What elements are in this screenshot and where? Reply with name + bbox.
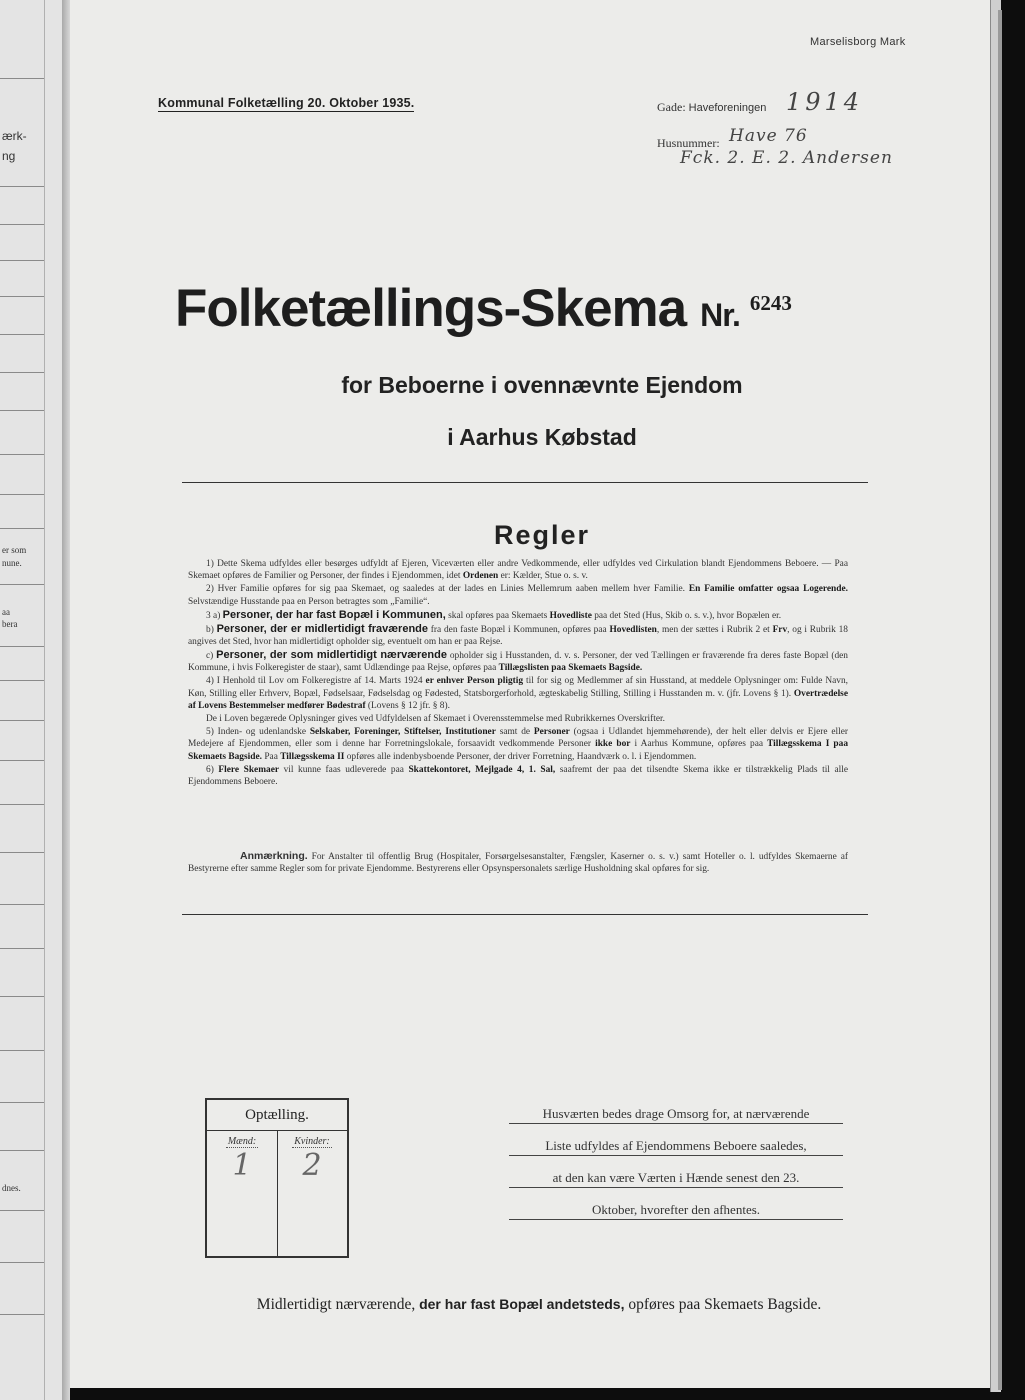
rule-3c: c) Personer, der som midlertidigt nærværende opholder sig i Husstanden, d. v. s. Personer, der ved Tællingen er fraværende fra deres faste Bopæl (den Kommune, i hvis Folkeregister de staar), samt Udlændinge paa Rejse, opføres paa Tillægslisten paa Skemaets Bagside. [188, 648, 848, 674]
left-page-line [0, 1262, 44, 1263]
left-page-line [0, 646, 44, 647]
left-page-fragment: dnes. [2, 1183, 21, 1193]
left-page-line [0, 494, 44, 495]
left-page-line [0, 454, 44, 455]
notice-line: Liste udfyldes af Ejendommens Beboere saaledes, [509, 1138, 843, 1156]
left-page-line [0, 224, 44, 225]
street-field [657, 100, 766, 115]
notice-line: Oktober, hvorefter den afhentes. [509, 1202, 843, 1220]
footer-note: Midlertidigt nærværende, der har fast Bopæl andetsteds, opføres paa Skemaets Bagside. [256, 1296, 822, 1313]
left-page-line [0, 1102, 44, 1103]
rules-heading: Regler [493, 520, 591, 550]
page-edge-shadow [998, 10, 1002, 1390]
left-page-line [0, 1314, 44, 1315]
rule-5: 5) Inden- og udenlandske Selskaber, Foreninger, Stiftelser, Institutioner samt de Personer (ogsaa i Udlandet hjemmehørende), der helt eller delvis er Ejere eller Medejere af Ejendommen, eller som i denne har Forretningslokale, forsaavidt vedkommende Personer ikke bor i Aarhus Kommune, opføres paa Tillægsskema I paa Skemaets Bagside. Paa Tillægsskema II opføres alle indenbysboende Personer, der driver Forretning, Haandværk o. l. i Ejendommen. [188, 726, 849, 762]
rule-4-note: De i Loven begærede Oplysninger gives ved Udfyldelsen af Skemaet i Overensstemmelse med Rubrikkernes Overskrifter. [206, 713, 665, 724]
district-label: Marselisborg Mark [810, 36, 906, 48]
remark-paragraph [188, 850, 848, 876]
form-title [175, 278, 792, 339]
left-page-line [0, 948, 44, 949]
remark-label: Anmærkning. [240, 850, 308, 862]
rule-4: 4) I Henhold til Lov om Folkeregistre af 14. Marts 1924 er enhver Person pligtig til for sig og Medlemmer af sin Husstand, at meddele Oplysninger om: Fulde Navn, Køn, Stilling eller Erhverv, Bopæl, Fødselsaar, Fødselsdag og Fødested, Statsborgerforhold, ægteskabelig Stilling, Stilling i Husstanden m. v. (jfr. Lovens § 1). Overtrædelse af Lovens Bestemmelser medfører Bødestraf (Lovens § 12 jfr. § 8). [188, 676, 848, 711]
count-women-label: Kvinder: [294, 1136, 330, 1147]
form-subtitle-1: for Beboerne i ovennævnte Ejendom [341, 372, 743, 398]
rule-3b: b) Personer, der er midlertidigt fraværende fra den faste Bopæl i Kommunen, opføres paa Hovedlisten, men der sættes i Rubrik 2 et Frv, og i Rubrik 18 angives det Sted, hvor han midlertidigt opholder sig, eventuelt om han er paa Rejse. [188, 622, 848, 647]
count-box-title: Optælling. [207, 1100, 347, 1131]
left-page-fragment: bera [2, 619, 18, 629]
street-label: Gade: [657, 100, 686, 114]
divider [182, 914, 868, 915]
left-page-rule [44, 0, 45, 1400]
left-page-line [0, 584, 44, 585]
left-page-line [0, 372, 44, 373]
census-form-page [70, 0, 990, 1388]
left-page-line [0, 334, 44, 335]
house-owner-handwritten: Fck. 2. E. 2. Andersen [680, 148, 893, 168]
form-title-text: Folketællings-Skema [175, 279, 687, 338]
left-page-line [0, 1050, 44, 1051]
left-page-line [0, 804, 44, 805]
house-number-label: Husnummer: [657, 136, 720, 150]
count-women-value: 2 [302, 1148, 322, 1183]
house-number-handwritten: Have 76 [729, 126, 808, 146]
count-men-value: 1 [232, 1148, 252, 1183]
left-page-line [0, 528, 44, 529]
rule-3a: 3 a) Personer, der har fast Bopæl i Kommunen, skal opføres paa Skemaets Hovedliste paa det Sted (Hus, Skib o. s. v.), hvor Bopælen er. [206, 608, 782, 621]
left-page-line [0, 996, 44, 997]
left-page-line [0, 680, 44, 681]
left-page-line [0, 720, 44, 721]
rule-2: 2) Hver Familie opføres for sig paa Skemaet, og saaledes at der lades en Linies Mellemrum aaben mellem hver Familie. En Familie omfatter ogsaa Logerende. Selvstændige Husstande paa en Person betragtes som „Familie“. [188, 584, 848, 607]
left-page-line [0, 1150, 44, 1151]
left-page-line [0, 78, 44, 79]
divider [182, 482, 868, 483]
left-page-line [0, 186, 44, 187]
left-page-fragment: aa [2, 607, 10, 617]
left-page-fragment: er som [2, 545, 27, 555]
notice-line: Husværten bedes drage Omsorg for, at nærværende [509, 1106, 843, 1124]
count-men-label: Mænd: [227, 1136, 257, 1147]
rules-body [188, 558, 848, 789]
street-handwritten-number: 1914 [786, 88, 864, 116]
form-number-value: 6243 [749, 291, 792, 315]
left-page-line [0, 852, 44, 853]
left-page-fragment: ng [2, 149, 16, 163]
rule-6: 6) Flere Skemaer vil kunne faas udleverede paa Skattekontoret, Mejlgade 4, 1. Sal, saafremt der paa det tilsendte Skema ikke er tilstrækkelig Plads til alle Ejendommens Beboere. [188, 764, 849, 787]
left-page-fragment: nune. [2, 558, 22, 568]
left-page-line [0, 1210, 44, 1211]
remark-text: For Anstalter til offentlig Brug (Hospitaler, Forsørgelsesanstalter, Fængsler, Kaserner o. s. v.) samt Hoteller o. l. udfyldes Skemaerne af Bestyrerne efter samme Regler som for private Ejendomme. Bestyrerens eller Opsynspersonalets særlige Husholdning skal opføres for sig. [188, 852, 848, 875]
left-page-line [0, 410, 44, 411]
left-page-edge [0, 0, 62, 1400]
left-page-line [0, 904, 44, 905]
form-number-label: Nr. [700, 297, 740, 333]
count-box [205, 1098, 349, 1258]
landlord-notice [509, 1106, 843, 1234]
left-page-fragment: ærk- [2, 129, 27, 143]
street-value: Haveforeningen [688, 102, 767, 114]
book-gutter [62, 0, 70, 1400]
left-page-line [0, 760, 44, 761]
notice-line: at den kan være Værten i Hænde senest den 23. [509, 1170, 843, 1188]
left-page-line [0, 296, 44, 297]
form-subtitle-2: i Aarhus Købstad [447, 424, 637, 450]
rule-1: 1) Dette Skema udfyldes eller besørges udfyldt af Ejeren, Viceværten eller andre Vedkommende, eller udfyldes ved Cirkulation blandt Ejendommens Beboere. — Paa Skemaet opføres de Familier og Personer, der findes i Ejendommen, idet Ordenen er: Kælder, Stue o. s. v. [188, 559, 848, 582]
left-page-line [0, 260, 44, 261]
census-date-line: Kommunal Folketælling 20. Oktober 1935. [158, 96, 415, 110]
